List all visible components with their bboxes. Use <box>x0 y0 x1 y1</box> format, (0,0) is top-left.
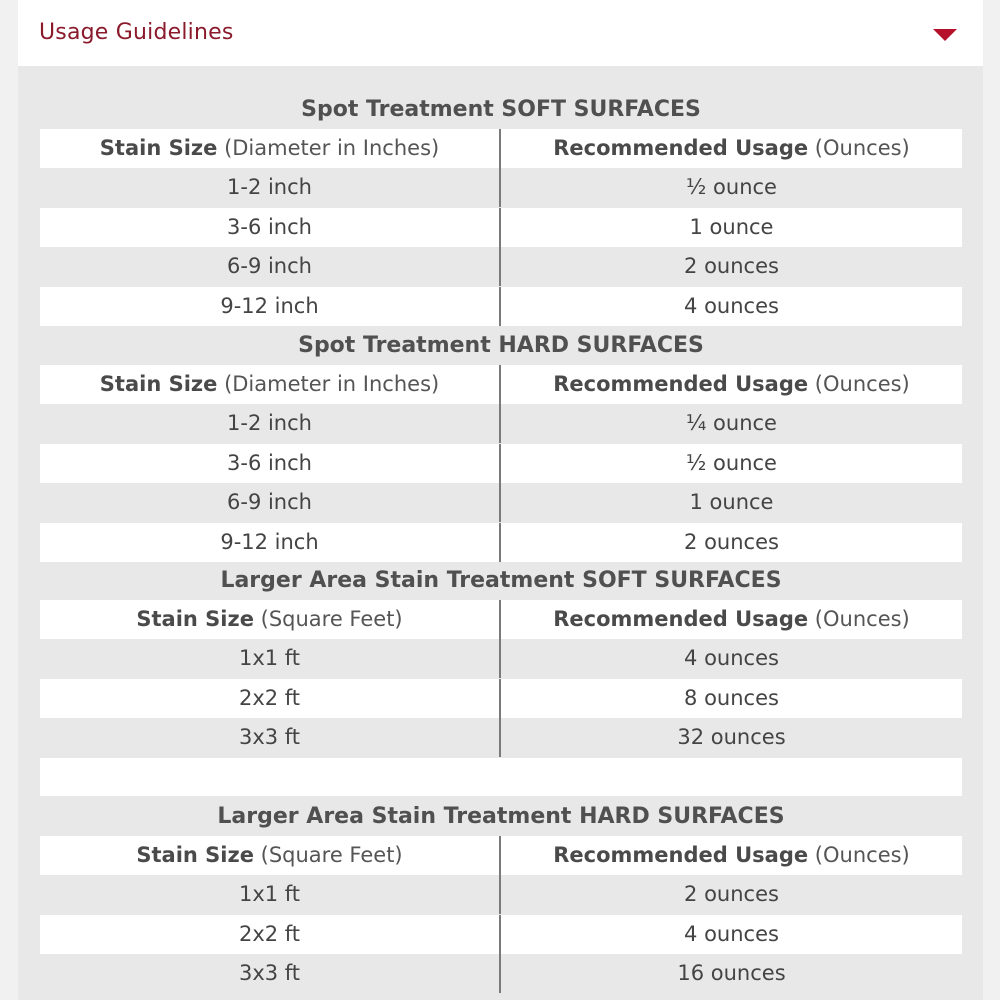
column-header-unit: (Square Feet) <box>253 843 403 867</box>
column-header-unit: (Diameter in Inches) <box>217 372 440 396</box>
usage-guidelines-accordion-header[interactable] <box>18 0 983 66</box>
column-header-label: Recommended Usage <box>553 843 809 867</box>
stain-size-cell: 1-2 inch <box>40 168 501 207</box>
column-header-unit: (Ounces) <box>808 136 910 160</box>
usage-cell: 2 ounces <box>684 254 779 278</box>
column-header-stain-size <box>40 836 501 875</box>
column-header-recommended-usage <box>501 129 962 168</box>
table-row <box>40 404 962 443</box>
usage-cell: ½ ounce <box>686 450 777 475</box>
section-title: Larger Area Stain Treatment SOFT SURFACES <box>220 568 782 593</box>
table-row <box>40 954 962 993</box>
stain-size-cell: 3x3 ft <box>40 954 501 993</box>
usage-cell: 2 ounces <box>684 529 779 554</box>
column-header-recommended-usage <box>501 836 962 875</box>
stain-size-cell: 1x1 ft <box>40 639 501 678</box>
usage-cell: 4 ounces <box>684 921 779 946</box>
table-row <box>40 915 962 954</box>
stain-size-cell: 3-6 inch <box>40 208 501 247</box>
table-row <box>40 287 962 326</box>
stain-size-cell: 9-12 inch <box>40 523 501 562</box>
usage-cell: 1 ounce <box>689 490 774 514</box>
table-header-row <box>40 365 962 404</box>
table-header-row <box>40 836 962 875</box>
table-row <box>40 168 962 207</box>
table-row <box>40 875 962 914</box>
stain-size-cell: 3-6 inch <box>40 444 501 483</box>
usage-cell: ¼ ounce <box>686 411 777 435</box>
section-title: Larger Area Stain Treatment HARD SURFACES <box>217 804 785 829</box>
stain-size-cell: 2x2 ft <box>40 679 501 718</box>
usage-cell: 8 ounces <box>684 685 779 710</box>
column-header-recommended-usage <box>501 600 962 639</box>
column-header-label: Stain Size <box>136 843 254 867</box>
usage-cell: 2 ounces <box>684 882 779 906</box>
usage-cell: 16 ounces <box>677 961 786 985</box>
table-row <box>40 247 962 286</box>
column-header-stain-size <box>40 600 501 639</box>
column-header-unit: (Diameter in Inches) <box>217 136 440 160</box>
stain-size-cell: 1-2 inch <box>40 404 501 443</box>
stain-size-cell: 2x2 ft <box>40 915 501 954</box>
column-header-stain-size <box>40 129 501 168</box>
usage-cell: 32 ounces <box>677 725 786 749</box>
accordion-title: Usage Guidelines <box>39 20 234 45</box>
stain-size-cell: 9-12 inch <box>40 287 501 326</box>
column-header-label: Stain Size <box>136 607 254 631</box>
column-header-label: Recommended Usage <box>553 136 809 160</box>
table-row <box>40 208 962 247</box>
column-header-unit: (Ounces) <box>808 372 910 396</box>
stain-size-cell: 6-9 inch <box>40 483 501 522</box>
caret-down-icon[interactable] <box>933 29 957 41</box>
column-header-label: Stain Size <box>99 136 218 160</box>
column-header-recommended-usage <box>501 365 962 404</box>
table-row <box>40 523 962 562</box>
table-row <box>40 679 962 718</box>
column-header-unit: (Ounces) <box>808 843 910 867</box>
column-header-label: Stain Size <box>99 372 218 396</box>
column-header-label: Recommended Usage <box>553 372 809 396</box>
section-title: Spot Treatment HARD SURFACES <box>298 333 704 358</box>
column-header-unit: (Ounces) <box>808 607 910 631</box>
column-header-stain-size <box>40 365 501 404</box>
usage-cell: 4 ounces <box>684 646 779 670</box>
usage-guidelines-panel <box>18 0 983 1000</box>
table-row <box>40 718 962 757</box>
table-row <box>40 483 962 522</box>
stain-size-cell: 1x1 ft <box>40 875 501 914</box>
usage-cell: 4 ounces <box>684 293 779 318</box>
stain-size-cell: 3x3 ft <box>40 718 501 757</box>
table-header-row <box>40 129 962 168</box>
usage-cell: ½ ounce <box>686 175 777 199</box>
column-header-unit: (Square Feet) <box>253 607 403 631</box>
table-row <box>40 444 962 483</box>
column-header-label: Recommended Usage <box>553 607 809 631</box>
table-spacer <box>40 758 962 796</box>
usage-cell: 1 ounce <box>689 214 774 239</box>
table-header-row <box>40 600 962 639</box>
table-row <box>40 639 962 678</box>
stain-size-cell: 6-9 inch <box>40 247 501 286</box>
section-title: Spot Treatment SOFT SURFACES <box>301 97 701 122</box>
